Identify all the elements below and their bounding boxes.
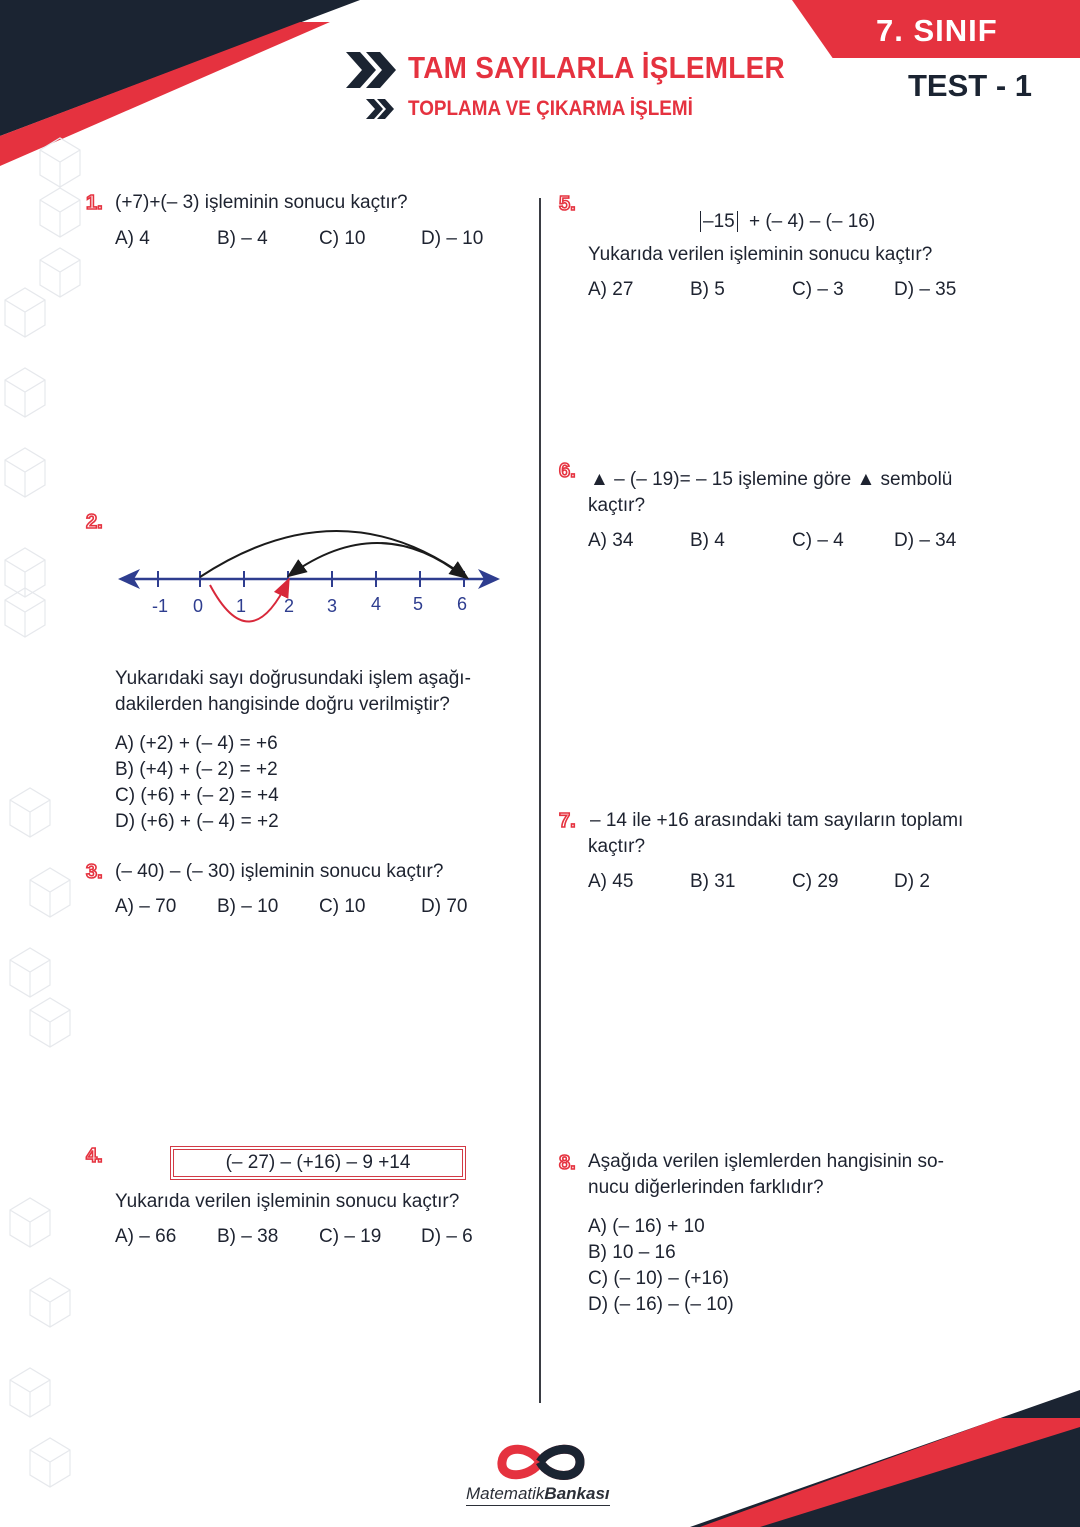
- question-1-text: (+7)+(– 3) işleminin sonucu kaçtır?: [115, 192, 408, 213]
- number-line-figure: [110, 515, 510, 630]
- question-8-text-line2: nucu diğerlerinden farklıdır?: [588, 1177, 824, 1198]
- double-chevron-icon: [346, 52, 398, 88]
- q5-option-a[interactable]: A) 27: [588, 279, 634, 300]
- tick-label: 2: [283, 596, 295, 616]
- q6-option-c[interactable]: C) – 4: [792, 530, 844, 551]
- question-2-text-line1: Yukarıdaki sayı doğrusundaki işlem aşağı-: [115, 668, 471, 689]
- brand-logo-text: MatematikBankası: [466, 1484, 610, 1506]
- tick-label: 5: [412, 594, 424, 614]
- q1-option-b[interactable]: B) – 4: [217, 228, 268, 249]
- tick-label: 1: [235, 596, 247, 616]
- red-jump-arrow: [210, 581, 288, 622]
- q5-option-b[interactable]: B) 5: [690, 279, 725, 300]
- q2-option-c[interactable]: C) (+6) + (– 2) = +4: [115, 785, 279, 806]
- page-title: TAM SAYILARLA İŞLEMLER: [408, 50, 785, 85]
- q7-option-b[interactable]: B) 31: [690, 871, 736, 892]
- question-number-7: 7.: [559, 810, 576, 832]
- q3-option-c[interactable]: C) 10: [319, 896, 366, 917]
- q8-option-a[interactable]: A) (– 16) + 10: [588, 1216, 705, 1237]
- page-subtitle: TOPLAMA VE ÇIKARMA İŞLEMİ: [408, 97, 693, 120]
- question-3-text: (– 40) – (– 30) işleminin sonucu kaçtır?: [115, 861, 444, 882]
- q8-option-d[interactable]: D) (– 16) – (– 10): [588, 1294, 734, 1315]
- q4-option-b[interactable]: B) – 38: [217, 1226, 279, 1247]
- tick-label: 6: [456, 594, 468, 614]
- q6-option-b[interactable]: B) 4: [690, 530, 725, 551]
- q3-option-a[interactable]: A) – 70: [115, 896, 177, 917]
- q3-option-d[interactable]: D) 70: [421, 896, 468, 917]
- tick-label: 4: [370, 594, 382, 614]
- question-6-text-line2: kaçtır?: [588, 495, 646, 516]
- infinity-logo-icon: [496, 1440, 586, 1484]
- tick-label: -1: [151, 596, 169, 616]
- question-number-5: 5.: [559, 193, 576, 215]
- column-divider: [539, 198, 541, 1403]
- q6-option-d[interactable]: D) – 34: [894, 530, 957, 551]
- question-number-1: 1.: [86, 192, 103, 214]
- question-4-expression: (– 27) – (+16) – 9 +14: [225, 1152, 411, 1173]
- question-5-text: Yukarıda verilen işleminin sonucu kaçtır?: [588, 244, 933, 265]
- question-5-expression: [700, 209, 875, 235]
- question-7-text-line2: kaçtır?: [588, 836, 646, 857]
- q7-option-c[interactable]: C) 29: [792, 871, 839, 892]
- q6-option-a[interactable]: A) 34: [588, 530, 634, 551]
- q7-option-a[interactable]: A) 45: [588, 871, 634, 892]
- q4-option-d[interactable]: D) – 6: [421, 1226, 473, 1247]
- question-number-8: 8.: [559, 1152, 576, 1174]
- absolute-value: –15: [700, 211, 738, 232]
- question-number-4: 4.: [86, 1145, 103, 1167]
- question-8-text-line1: Aşağıda verilen işlemlerden hangisinin so-: [588, 1151, 944, 1172]
- q2-option-b[interactable]: B) (+4) + (– 2) = +2: [115, 759, 278, 780]
- q2-option-a[interactable]: A) (+2) + (– 4) = +6: [115, 733, 278, 754]
- q1-option-c[interactable]: C) 10: [319, 228, 366, 249]
- q4-option-c[interactable]: C) – 19: [319, 1226, 382, 1247]
- expression-box: [170, 1146, 466, 1180]
- question-number-3: 3.: [86, 861, 103, 883]
- tick-label: 3: [326, 596, 338, 616]
- test-label: TEST - 1: [908, 68, 1033, 103]
- small-chevron-icon: [366, 99, 396, 119]
- question-2-text-line2: dakilerden hangisinde doğru verilmiştir?: [115, 694, 450, 715]
- question-number-2: 2.: [86, 511, 103, 533]
- q5-option-c[interactable]: C) – 3: [792, 279, 844, 300]
- expression-rest: + (– 4) – (– 16): [748, 211, 876, 232]
- q8-option-c[interactable]: C) (– 10) – (+16): [588, 1268, 729, 1289]
- q4-option-a[interactable]: A) – 66: [115, 1226, 177, 1247]
- q1-option-d[interactable]: D) – 10: [421, 228, 484, 249]
- q1-option-a[interactable]: A) 4: [115, 228, 150, 249]
- question-number-6: 6.: [559, 460, 576, 482]
- q3-option-b[interactable]: B) – 10: [217, 896, 279, 917]
- q5-option-d[interactable]: D) – 35: [894, 279, 957, 300]
- tick-label: 0: [192, 596, 204, 616]
- question-6-text-line1: ▲ – (– 19)= – 15 işlemine göre ▲ sembolü: [590, 469, 953, 490]
- q8-option-b[interactable]: B) 10 – 16: [588, 1242, 676, 1263]
- question-4-text: Yukarıda verilen işleminin sonucu kaçtır?: [115, 1191, 460, 1212]
- grade-label: 7. SINIF: [876, 13, 998, 48]
- q2-option-d[interactable]: D) (+6) + (– 4) = +2: [115, 811, 279, 832]
- q7-option-d[interactable]: D) 2: [894, 871, 930, 892]
- question-7-text-line1: – 14 ile +16 arasındaki tam sayıların toplamı: [590, 810, 964, 831]
